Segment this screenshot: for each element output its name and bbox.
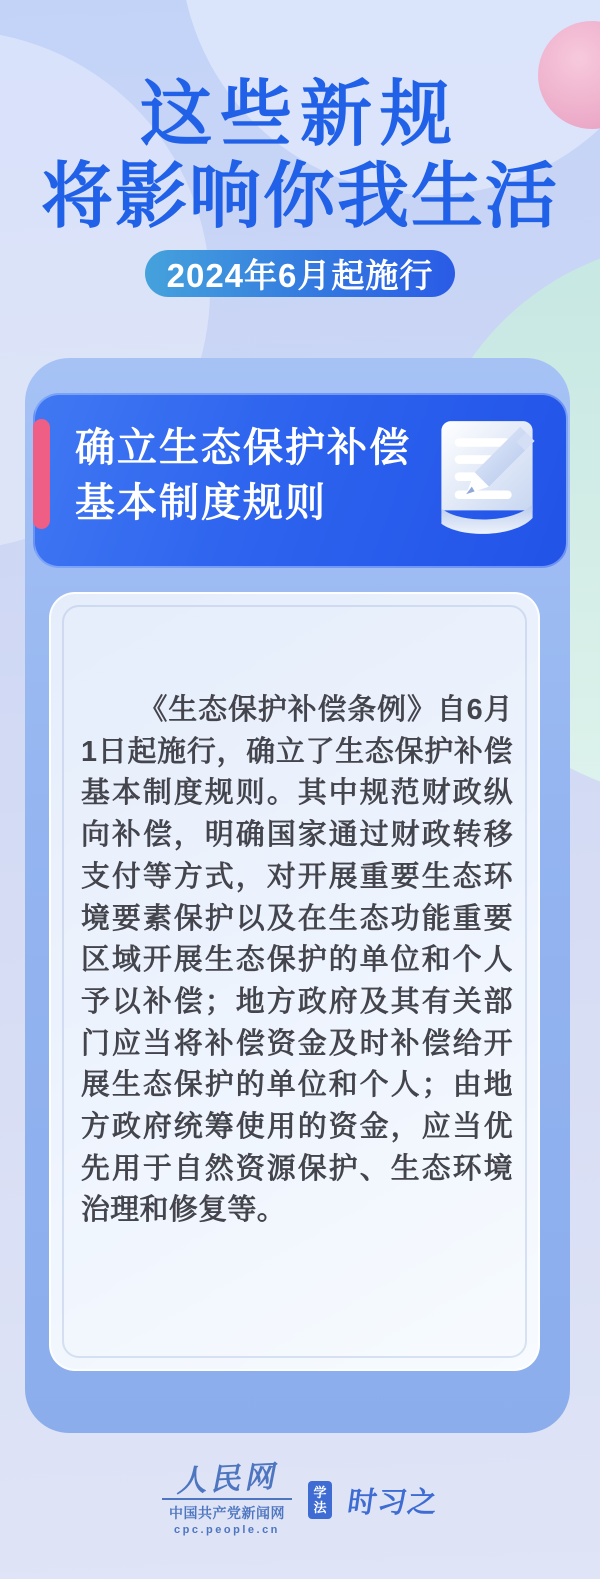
effective-date-badge: 2024年6月起施行 [145, 250, 455, 297]
people-daily-script: 人民网 [175, 1460, 279, 1499]
document-edit-icon [430, 413, 544, 547]
regulation-card-header [33, 393, 568, 568]
page-title [0, 74, 600, 238]
org-url: cpc.people.cn [174, 1524, 280, 1536]
page-title-line2: 将影响你我生活 [40, 157, 559, 237]
study-law-badge [308, 1481, 332, 1519]
regulation-title [75, 421, 411, 531]
content-panel [49, 592, 540, 1371]
regulation-card [25, 358, 570, 1433]
org-name: 中国共产党新闻网 [162, 1498, 292, 1523]
people-daily-logo [162, 1460, 292, 1536]
regulation-title-line2: 基本制度规则 [75, 481, 327, 525]
body-paragraph: 《生态保护补偿条例》自6月1日起施行，确立了生态保护补偿基本制度规则。其中规范财政纵向补偿，明确国家通过财政转移支付等方式，对开展重要生态环境要素保护以及在生态功能重要区域开展生态保护的单位和个人予以补偿；地方政府及其有关部门应当将补偿资金及时补偿给开展生态保护的单位和个人；由地方政府统筹使用的资金，应当优先用于自然资源保护、生态环境治理和修复等。 [81, 694, 513, 1227]
footer [0, 1460, 600, 1536]
pink-accent-bar [33, 419, 50, 529]
shixizhi-brand: 时习之 [345, 1486, 440, 1519]
page-title-line1: 这些新规 [139, 75, 460, 155]
study-law-badge-char1: 学 [313, 1485, 327, 1500]
regulation-title-line1: 确立生态保护补偿 [75, 426, 411, 470]
study-law-badge-char2: 法 [313, 1500, 327, 1515]
